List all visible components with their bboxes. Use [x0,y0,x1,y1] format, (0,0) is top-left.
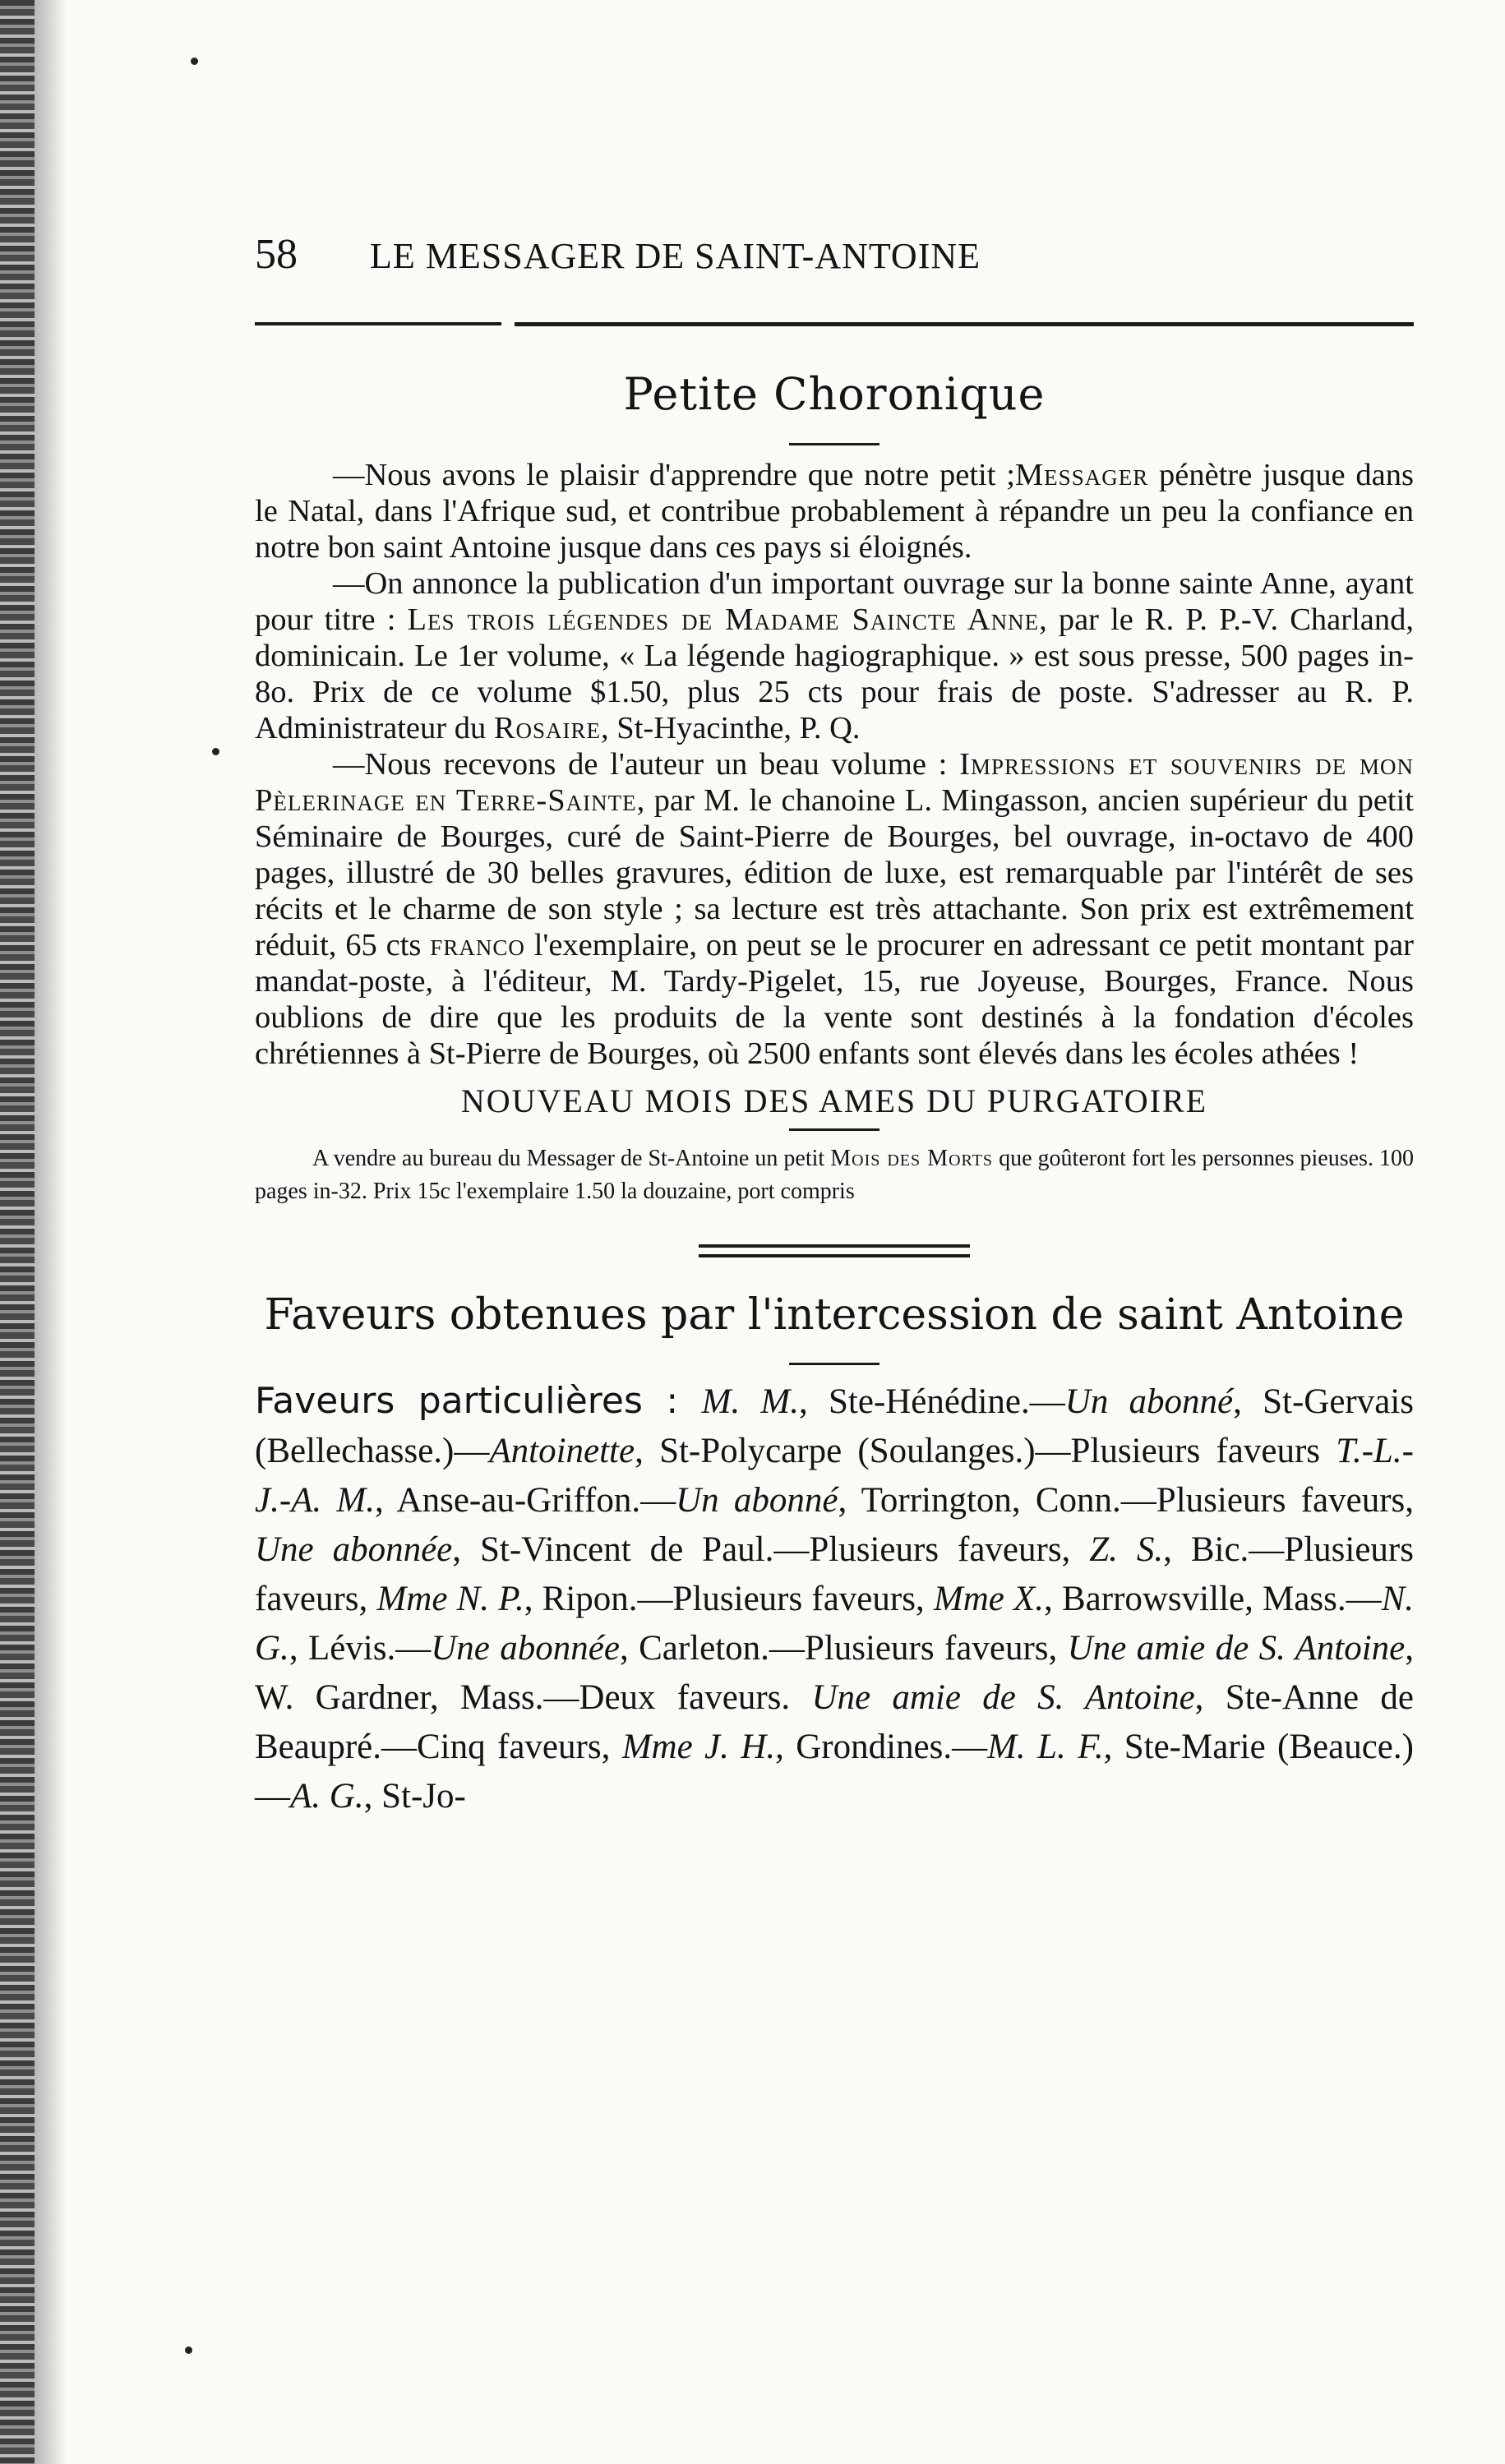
favor-text: , Torrington, Conn.—Plusieurs faveurs, [838,1481,1414,1520]
purgatoire-heading: NOUVEAU MOIS DES AMES DU PURGATOIRE [460,1082,1208,1119]
title-rule [789,443,879,445]
ink-speck [185,2346,192,2354]
page-content [255,230,1414,1821]
favor-text: , Ste-Anne de Beaupré.—Cinq faveurs, [255,1678,1414,1766]
chronique-title: Petite Choronique [623,368,1046,420]
paragraph-natal: —Nous avons le plaisir d'apprendre que notre petit ;Messager pénètre jusque dans le Natal, dans l'Afrique sud, et contribue probablement à répandre un peu la confiance en notre bon saint Antoine jusque dans ces pays si éloignés. [255,458,1414,565]
running-head: LE MESSAGER DE SAINT-ANTOINE [370,236,981,276]
favor-name: Z. S. [1089,1530,1164,1569]
favor-text: , St-Vincent de Paul.—Plusieurs faveurs, [452,1530,1090,1569]
paragraph-impressions: —Nous recevons de l'auteur un beau volume : Impressions et souvenirs de mon Pèlerinage en Terre-Sainte, par M. le chanoine L. Mingasson, ancien supérieur du petit Séminaire de Bourges, curé de Saint-Pierre de Bourges, bel ouvrage, in-octavo de 400 pages, illustré de 30 belles gravures, édition de luxe, est remarquable par l'intérêt de ses récits et le charme de son style ; sa lecture est très attachante. Son prix est extrêmement réduit, 65 cts franco l'exemplaire, on peut se le procurer en adressant ce petit montant par mandat-poste, à l'éditeur, M. Tardy-Pigelet, 15, rue Joyeuse, Bourges, France. Nous oublions de dire que les produits de la vente sont destinés à la fondation d'écoles chrétiennes à St-Pierre de Bourges, où 2500 enfants sont élevés dans les écoles athées ! [255,747,1415,1071]
faveurs-entries [255,1382,1414,1816]
favor-text: , St-Gervais (Bellechasse.)— [255,1382,1415,1470]
faveurs-rule [789,1363,879,1365]
ink-speck [212,748,219,755]
page-header [255,230,1414,296]
header-rule [255,321,1414,327]
favor-name: Une amie de S. Antoine [811,1678,1195,1717]
page-number: 58 [255,231,298,278]
favor-name: Une amie de S. Antoine [1067,1629,1406,1668]
favor-name: T.-L.-J.-A. M. [255,1432,1414,1520]
favor-name: Un abonné [1064,1382,1234,1421]
favor-text: , Lévis.— [289,1629,432,1668]
section-divider [699,1244,970,1257]
purgatoire-notice: A vendre au bureau du Messager de St-Antoine un petit Mois des Morts que goûteront fort les personnes pieuses. 100 pages in-32. Prix 15c l'exemplaire 1.50 la douzaine, port compris [255,1146,1414,1204]
favor-text: , Anse-au-Griffon.— [374,1481,676,1520]
favor-name: Antoinette [489,1432,635,1470]
ink-speck [191,58,198,65]
favor-text: , W. Gardner, Mass.—Deux faveurs. [255,1629,1414,1717]
favor-name: N. G. [255,1580,1415,1668]
favor-text: , Grondines.— [775,1728,988,1766]
faveurs-lead: Faveurs particulières : [255,1380,702,1422]
favor-text: , Ste-Hénédine.— [799,1382,1065,1421]
favor-name: Une abonnée [255,1530,453,1569]
favor-text: , Barrowsville, Mass.— [1044,1580,1382,1618]
favor-name: Une abonnée [431,1629,620,1668]
favor-name: Mme J. H. [621,1728,776,1766]
favor-name: Un abonné [676,1481,838,1520]
faveurs-list [255,1377,1414,1821]
favor-text: , Ste-Marie (Beauce.)— [255,1728,1414,1816]
favor-name: M. L. F. [987,1728,1104,1766]
favor-name: M. M. [701,1382,800,1421]
favor-text: , St-Polycarpe (Soulanges.)—Plusieurs faveurs [635,1432,1336,1470]
book-binding-edge [0,0,35,2464]
chronique-body [255,457,1414,1072]
favor-text: , Carleton.—Plusieurs faveurs, [619,1629,1068,1668]
favor-name: A. G. [290,1777,364,1816]
favor-name: Mme X. [933,1580,1045,1618]
paragraph-sainte-anne: —On annonce la publication d'un important ouvrage sur la bonne sainte Anne, ayant pour titre : Les trois légendes de Madame Saincte Anne, par le R. P. P.-V. Charland, dominicain. Le 1er volume, « La légende hagiographique. » est sous presse, 500 pages in-8o. Prix de ce volume $1.50, plus 25 cts pour frais de poste. S'adresser au R. P. Administrateur du Rosaire, St-Hyacinthe, P. Q. [255,566,1414,745]
faveurs-title: Faveurs obtenues par l'intercession de saint Antoine [264,1290,1405,1340]
favor-text: , St-Jo- [363,1777,466,1816]
favor-text: , Ripon.—Plusieurs faveurs, [524,1580,934,1618]
subhead-rule [789,1128,879,1131]
favor-text: , Bic.—Plusieurs faveurs, [255,1530,1414,1618]
favor-name: Mme N. P. [376,1580,524,1618]
gutter-shadow [35,0,67,2464]
